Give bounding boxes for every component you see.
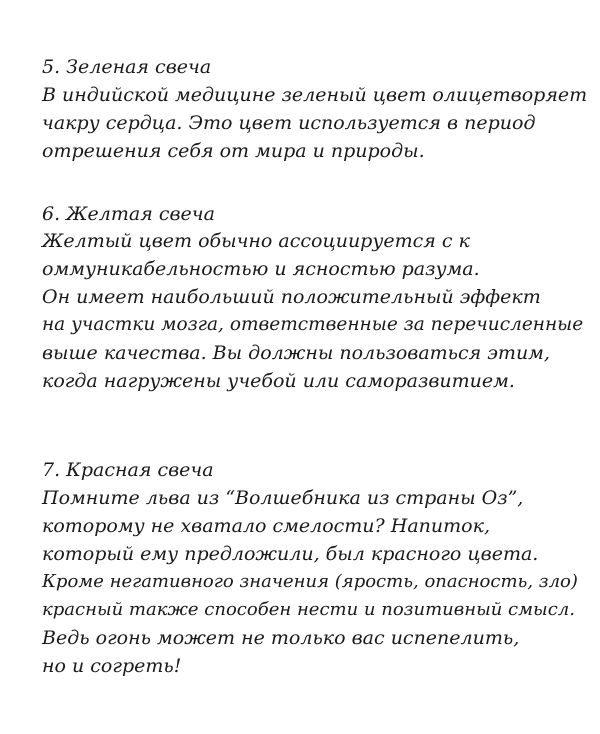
section-7-line-5: красный также способен нести и позитивный смысл.: [42, 599, 575, 620]
section-6-line-4: на участки мозга, ответственные за перечисленные: [42, 314, 584, 335]
section-7-heading: 7. Красная свеча: [42, 459, 214, 481]
section-5-heading: 5. Зеленая свеча: [42, 56, 212, 78]
section-6-line-6: когда нагружены учебой или саморазвитием.: [42, 370, 515, 392]
section-7-line-1: Помните льва из “Волшебника из страны Оз”,: [42, 487, 524, 509]
section-7-line-6: Ведь огонь может не только вас испепелить,: [42, 627, 520, 649]
section-6-line-5: выше качества. Вы должны пользоваться этим,: [42, 342, 550, 364]
section-7-line-4: Кроме негативного значения (ярость, опасность, зло): [42, 571, 578, 592]
section-6-heading: 6. Желтая свеча: [42, 203, 215, 225]
section-5-line-2: чакру сердца. Это цвет используется в период: [42, 112, 536, 134]
section-6-line-2: оммуникабельностью и ясностью разума.: [42, 258, 480, 280]
section-6-line-1: Желтый цвет обычно ассоциируется с к: [42, 230, 470, 252]
section-7-line-2: которому не хватало смелости? Напиток,: [42, 515, 490, 537]
section-7-line-3: который ему предложили, был красного цвета.: [42, 543, 539, 565]
section-5-line-1: В индийской медицине зеленый цвет олицетворяет: [42, 84, 588, 106]
section-6-line-3: Он имеет наибольший положительный эффект: [42, 286, 541, 308]
section-5-line-3: отрешения себя от мира и природы.: [42, 140, 425, 162]
section-7-line-7: но и согреть!: [42, 655, 182, 677]
